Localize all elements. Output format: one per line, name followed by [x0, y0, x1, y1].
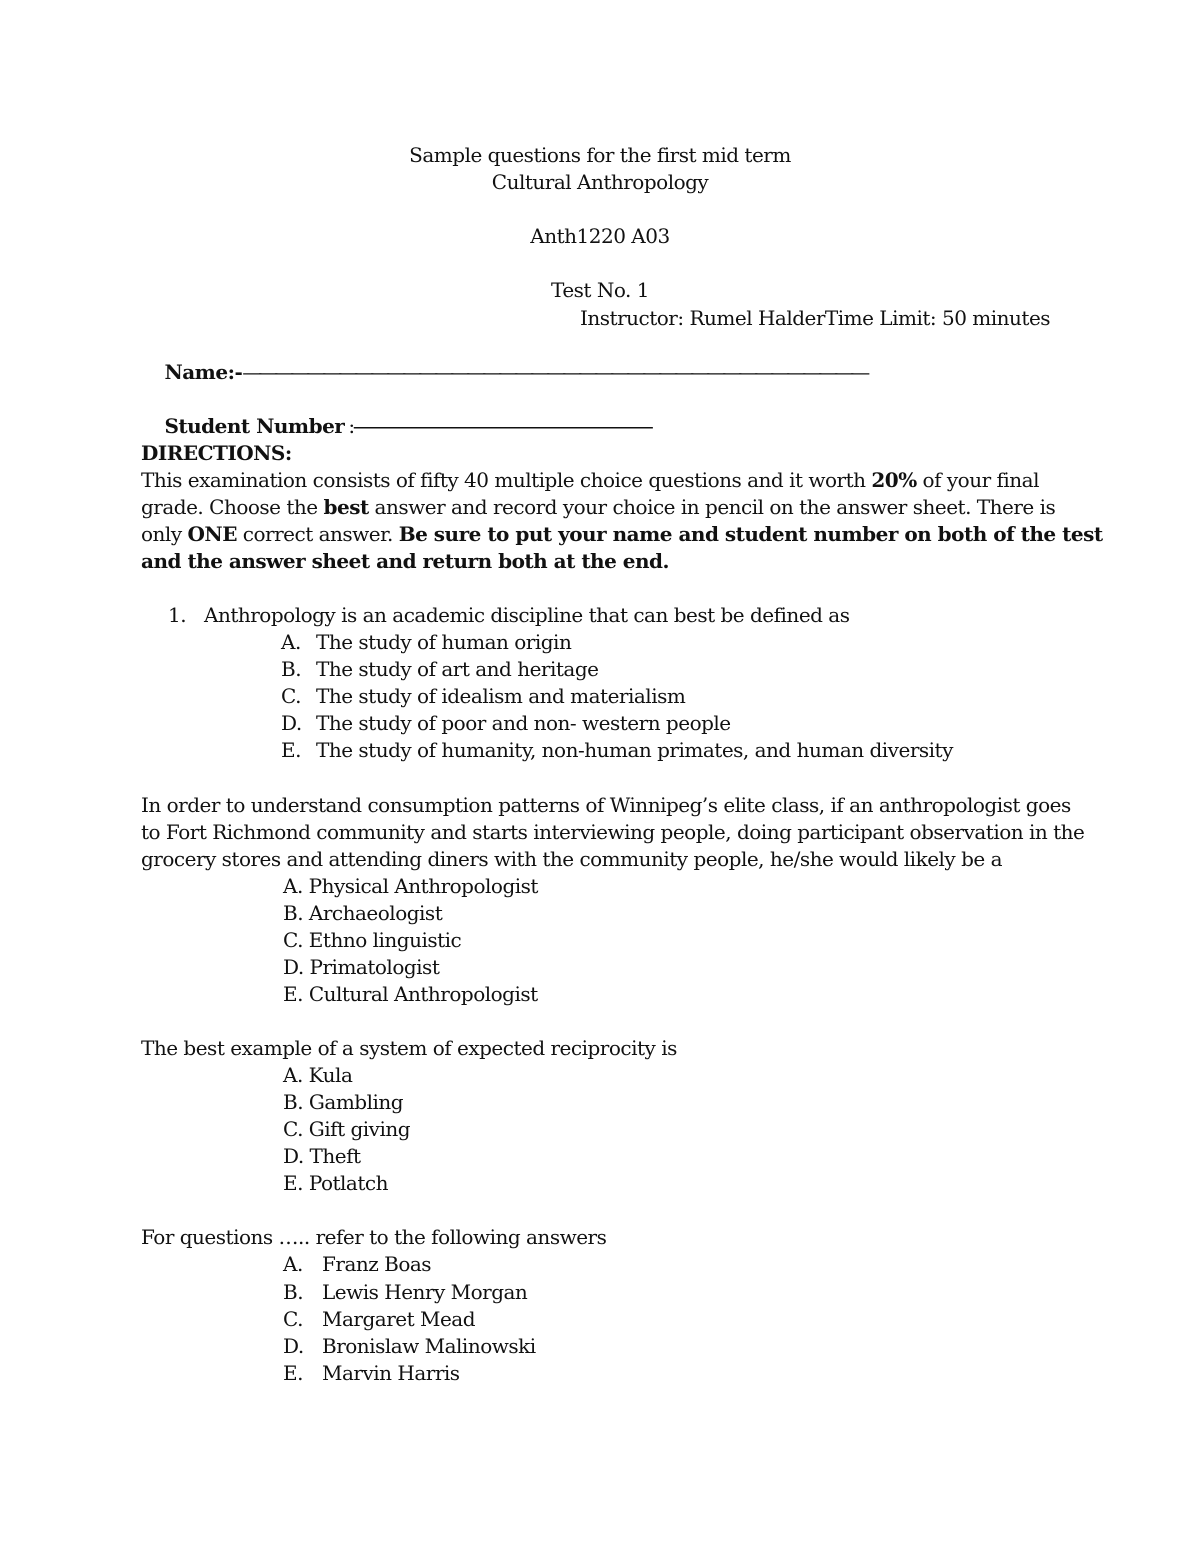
- option-text: Marvin Harris: [322, 1361, 460, 1385]
- option-line: D. Primatologist: [283, 955, 440, 979]
- option-line: C. Ethno linguistic: [283, 928, 462, 952]
- instructor-line: Instructor: Rumel HalderTime Limit: 50 minutes: [580, 306, 1051, 330]
- student-number-rule: :-------------------------------------------------------------------: [344, 414, 652, 438]
- directions-emphasis: Be sure to put your name and student number on both of the test: [398, 522, 1103, 546]
- option-letter: E.: [283, 1361, 303, 1385]
- option-line: B. Gambling: [283, 1090, 404, 1114]
- question-stem-line: In order to understand consumption patterns of Winnipeg’s elite class, if an anthropologist goes: [141, 793, 1071, 817]
- option-letter: A.: [281, 630, 301, 654]
- option-letter: C.: [281, 684, 301, 708]
- course-code: Anth1220 A03: [530, 224, 670, 248]
- question-stem: The best example of a system of expected reciprocity is: [141, 1036, 677, 1060]
- directions-emphasis: ONE: [187, 522, 237, 546]
- option-text: The study of idealism and materialism: [316, 684, 686, 708]
- option-letter: D.: [281, 711, 302, 735]
- option-letter: A.: [283, 1252, 303, 1276]
- option-text: Lewis Henry Morgan: [322, 1280, 528, 1304]
- question-number: 1.: [168, 603, 187, 627]
- name-label: Name:-: [164, 360, 243, 384]
- option-text: Margaret Mead: [322, 1307, 476, 1331]
- directions-line: and the answer sheet and return both at the end.: [141, 549, 670, 573]
- option-line: E. Potlatch: [283, 1171, 388, 1195]
- option-text: The study of humanity, non-human primates, and human diversity: [316, 738, 953, 762]
- directions-text: correct answer.: [236, 522, 399, 546]
- question-stem-line: to Fort Richmond community and starts interviewing people, doing participant observation in the: [141, 820, 1085, 844]
- option-line: E. Cultural Anthropologist: [283, 982, 538, 1006]
- question-stem: Anthropology is an academic discipline that can best be defined as: [204, 603, 850, 627]
- directions-emphasis: best: [323, 495, 369, 519]
- directions-emphasis: 20%: [871, 468, 917, 492]
- directions-heading: DIRECTIONS:: [141, 441, 292, 465]
- directions-line: [141, 494, 1055, 521]
- option-letter: E.: [281, 738, 301, 762]
- option-text: Franz Boas: [322, 1252, 432, 1276]
- option-letter: B.: [283, 1280, 304, 1304]
- option-letter: C.: [283, 1307, 303, 1331]
- option-line: A. Physical Anthropologist: [283, 874, 538, 898]
- question-stem: For questions ….. refer to the following answers: [141, 1225, 607, 1249]
- directions-line: [141, 521, 1103, 548]
- option-text: Bronislaw Malinowski: [322, 1334, 536, 1358]
- document-title: Sample questions for the first mid term: [409, 143, 791, 167]
- option-text: The study of poor and non- western people: [316, 711, 731, 735]
- directions-text: only: [141, 522, 188, 546]
- course-name: Cultural Anthropology: [491, 170, 709, 194]
- option-line: D. Theft: [283, 1144, 361, 1168]
- option-line: C. Gift giving: [283, 1117, 411, 1141]
- question-stem-line: grocery stores and attending diners with the community people, he/she would likely be a: [141, 847, 1003, 871]
- directions-text: This examination consists of fifty 40 multiple choice questions and it worth: [141, 468, 872, 492]
- student-number-label: Student Number: [164, 414, 345, 438]
- option-line: A. Kula: [283, 1063, 353, 1087]
- option-text: The study of human origin: [316, 630, 572, 654]
- option-letter: B.: [281, 657, 302, 681]
- directions-text: grade. Choose the: [141, 495, 324, 519]
- name-rule: ———————————————————————————————————————: [242, 360, 867, 384]
- directions-line: [141, 467, 1039, 494]
- option-text: The study of art and heritage: [316, 657, 599, 681]
- option-letter: D.: [283, 1334, 304, 1358]
- option-line: B. Archaeologist: [283, 901, 443, 925]
- directions-text: of your final: [916, 468, 1039, 492]
- directions-text: answer and record your choice in pencil on the answer sheet. There is: [368, 495, 1056, 519]
- test-number: Test No. 1: [551, 278, 649, 302]
